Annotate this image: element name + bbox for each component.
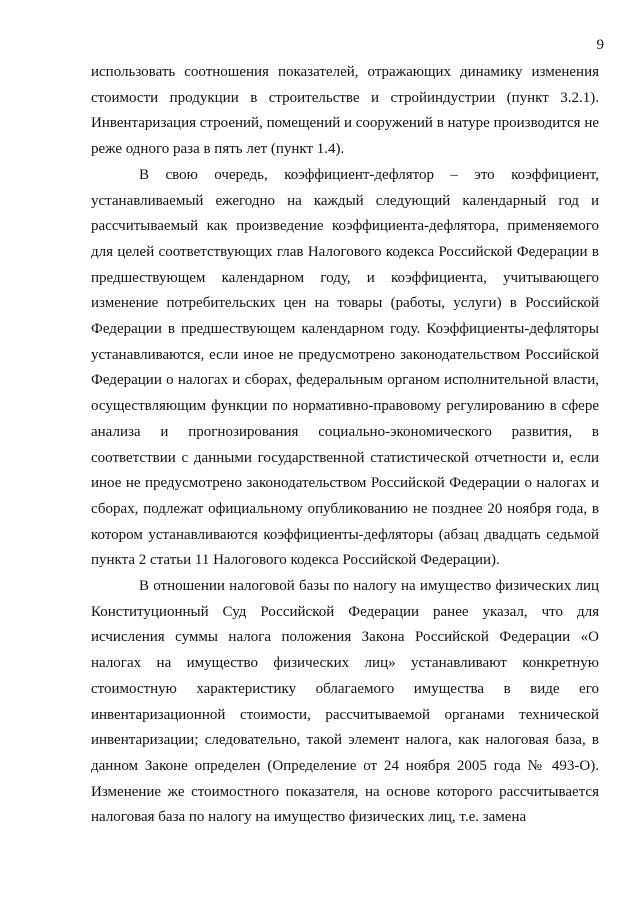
paragraph-continuation: использовать соотношения показателей, отражающих динамику изменения стоимости продукции в строительстве и стройиндустрии (пункт 3.2.1). Инвентаризация строений, помещений и сооружений в натуре производится не реже одного раза в пять лет (пункт 1.4).	[91, 64, 600, 158]
page-number: 9	[596, 37, 604, 53]
paragraph-coefficient-deflator: В свою очередь, коэффициент-дефлятор – это коэффициент, устанавливаемый ежегодно на каждый следующий календарный год и рассчитываемый как произведение коэффициента-дефлятора, применяемого для целей соответствующих глав Налогового кодекса Российской Федерации в предшествующем календарном году, и коэффициента, учитывающего изменение потребительских цен на товары (работы, услуги) в Российской Федерации в предшествующем календарном году. Коэффициенты-дефляторы устанавливаются, если иное не предусмотрено законодательством Российской Федерации о налогах и сборах, федеральным органом исполнительной власти, осуществляющим функции по нормативно-правовому регулированию в сфере анализа и прогнозирования социально-экономического развития, в соответствии с данными государственной статистической отчетности и, если иное не предусмотрено законодательством Российской Федерации о налогах и сборах, подлежат официальному опубликованию не позднее 20 ноября года, в котором устанавливаются коэффициенты-дефляторы (абзац двадцать седьмой пункта 2 статьи 11 Налогового кодекса Российской Федерации).	[91, 166, 599, 569]
paragraph-tax-base: В отношении налоговой базы по налогу на имущество физических лиц Конституционный Суд Российской Федерации ранее указал, что для исчисления суммы налога положения Закона Российской Федерации «О налогах на имущество физических лиц» устанавливают конкретную стоимостную характеристику облагаемого имущества в виде его инвентаризационной стоимости, рассчитываемой органами технической инвентаризации; следовательно, такой элемент налога, как налоговая база, в данном Законе определен (Определение от 24 ноября 2005 года № 493-О). Изменение же стоимостного показателя, на основе которого рассчитывается налоговая база по налогу на имущество физических лиц, т.е. замена	[91, 578, 599, 826]
document-body	[91, 60, 599, 831]
